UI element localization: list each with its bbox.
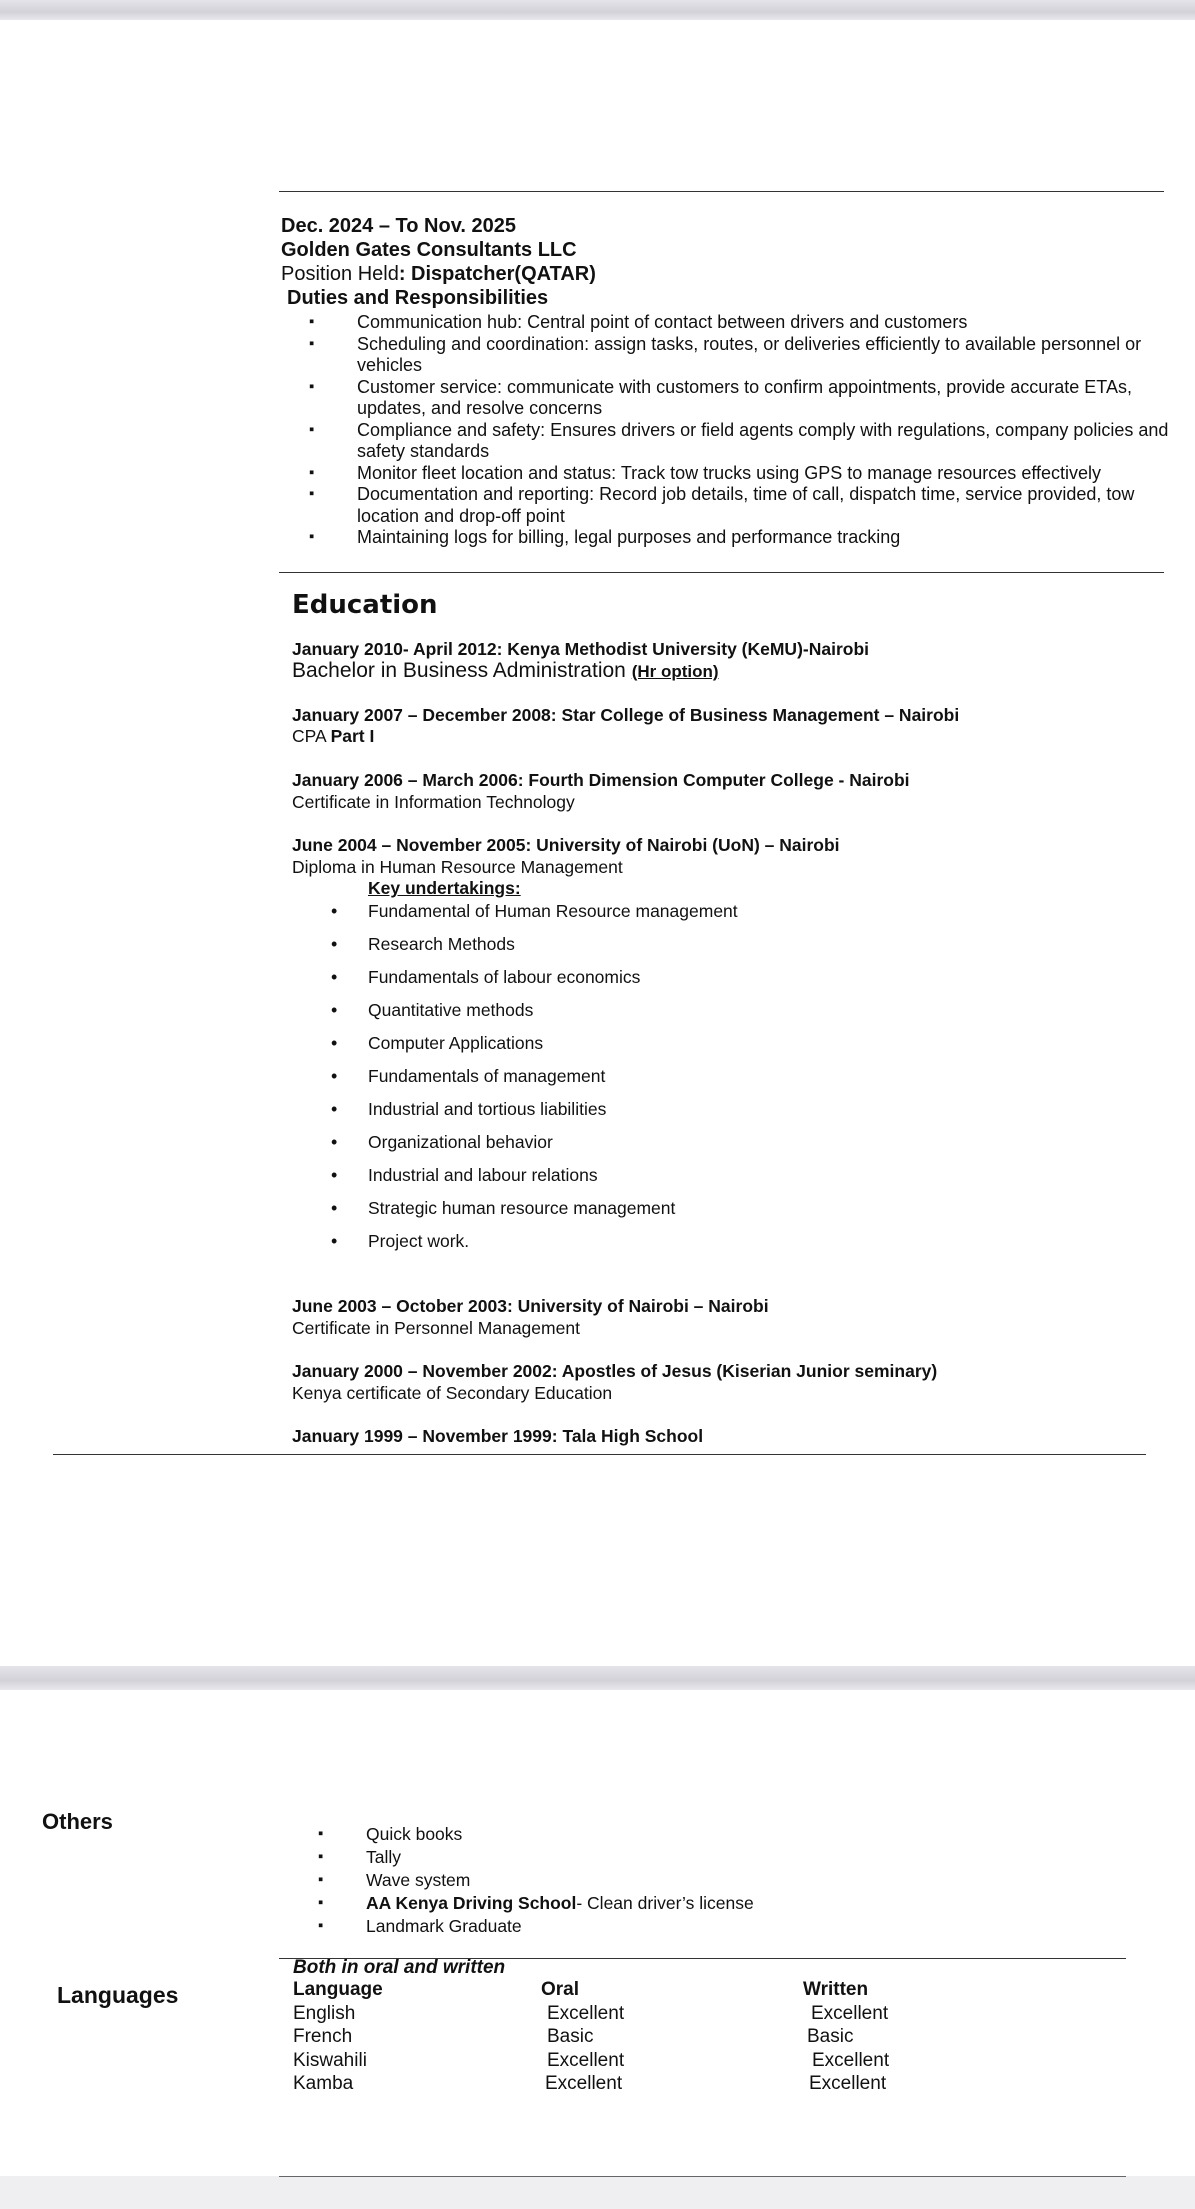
list-item: ▪ Documentation and reporting: Record job details, time of call, dispatch time, service provided, tow location and drop-off point (283, 484, 1183, 527)
divider (53, 1454, 1146, 1455)
written-cell: Excellent (812, 2049, 890, 2071)
duties-heading: Duties and Responsibilities (287, 287, 549, 309)
star-part: Part I (330, 726, 375, 746)
languages-heading: Languages (57, 1982, 179, 2008)
kemu-degree: Bachelor in Business Administration (292, 659, 626, 682)
written-cell: Excellent (809, 2073, 887, 2094)
written-cell: Excellent (811, 2002, 889, 2024)
position-value: : Dispatcher(QATAR) (398, 263, 596, 285)
edu-tala-head: January 1999 – November 1999: Tala High School (292, 1426, 704, 1446)
divider (279, 191, 1164, 192)
position-label: Position Held (281, 263, 399, 285)
edu-fd-sub: Certificate in Information Technology (292, 792, 575, 812)
list-item: ▪ Wave system (292, 1869, 1142, 1892)
oral-column (541, 1978, 624, 2096)
key-undertakings-list (294, 901, 1094, 1264)
language-cell: English (293, 2002, 356, 2024)
list-item: • Computer Applications (294, 1033, 1094, 1066)
list-item: ▪ Communication hub: Central point of contact between drivers and customers (283, 312, 1183, 334)
list-item: ▪ Maintaining logs for billing, legal purposes and performance tracking (283, 527, 1183, 549)
edu-star-sub (292, 726, 374, 747)
divider (279, 572, 1164, 573)
edu-star-head: January 2007 – December 2008: Star College of Business Management – Nairobi (292, 705, 960, 725)
language-cell: Kamba (293, 2073, 354, 2094)
language-cell: Kiswahili (293, 2049, 367, 2071)
edu-uon-head: June 2004 – November 2005: University of Nairobi (UoN) – Nairobi (292, 835, 840, 855)
job-position (281, 263, 596, 286)
list-item: ▪ Customer service: communicate with customers to confirm appointments, provide accurate ETAs, updates, and resolve concerns (283, 377, 1183, 420)
list-item: • Fundamental of Human Resource management (294, 901, 1094, 934)
page-top-gap (0, 0, 1195, 20)
list-item: • Research Methods (294, 934, 1094, 967)
list-item: ▪ Compliance and safety: Ensures drivers or field agents comply with regulations, company policies and safety standards (283, 420, 1183, 463)
list-item: • Industrial and labour relations (294, 1165, 1094, 1198)
oral-cell: Excellent (545, 2073, 623, 2094)
list-item: • Project work. (294, 1231, 1094, 1264)
edu-aoj-sub: Kenya certificate of Secondary Education (292, 1383, 613, 1403)
job-dates: Dec. 2024 – To Nov. 2025 (281, 215, 516, 237)
edu-kemu-head: January 2010- April 2012: Kenya Methodist University (KeMU)-Nairobi (292, 639, 870, 659)
list-item: • Strategic human resource management (294, 1198, 1094, 1231)
duties-list (283, 312, 1183, 549)
edu-kemu-sub (292, 659, 719, 683)
list-item: ▪ Monitor fleet location and status: Track tow trucks using GPS to manage resources effectively (283, 463, 1183, 485)
list-item: ▪ Scheduling and coordination: assign tasks, routes, or deliveries efficiently to available personnel or vehicles (283, 334, 1183, 377)
list-item: • Fundamentals of management (294, 1066, 1094, 1099)
list-item: ▪ Tally (292, 1846, 1142, 1869)
edu-uon-sub: Diploma in Human Resource Management (292, 857, 623, 877)
list-item: • Organizational behavior (294, 1132, 1094, 1165)
page-break-gap (0, 1666, 1195, 1690)
kemu-option: (Hr option) (631, 662, 719, 681)
list-item: • Quantitative methods (294, 1000, 1094, 1033)
edu-uon2-head: June 2003 – October 2003: University of Nairobi – Nairobi (292, 1296, 769, 1316)
language-cell: French (293, 2026, 353, 2047)
languages-note: Both in oral and written (293, 1957, 506, 1978)
others-heading: Others (42, 1809, 113, 1834)
written-column (803, 1978, 889, 2096)
star-cpa: CPA (292, 726, 326, 746)
education-heading: Education (292, 590, 438, 620)
col-written-header: Written (803, 1979, 869, 2000)
list-item: • Fundamentals of labour economics (294, 967, 1094, 1000)
divider (279, 2176, 1126, 2177)
oral-cell: Basic (547, 2026, 594, 2047)
job-company: Golden Gates Consultants LLC (281, 239, 577, 261)
edu-aoj-head: January 2000 – November 2002: Apostles of Jesus (Kiserian Junior seminary) (292, 1361, 938, 1381)
aa-school: AA Kenya Driving School (366, 1893, 577, 1913)
aa-rest: - Clean driver’s license (576, 1893, 754, 1913)
others-list (292, 1823, 1142, 1938)
list-item: ▪ Landmark Graduate (292, 1915, 1142, 1938)
oral-cell: Excellent (547, 2002, 625, 2024)
list-item (292, 1892, 1142, 1915)
page-bottom-gap (0, 2176, 1195, 2209)
edu-fd-head: January 2006 – March 2006: Fourth Dimension Computer College - Nairobi (292, 770, 910, 790)
list-item: • Industrial and tortious liabilities (294, 1099, 1094, 1132)
edu-uon2-sub: Certificate in Personnel Management (292, 1318, 580, 1338)
written-cell: Basic (807, 2026, 854, 2047)
key-undertakings-label: Key undertakings: (368, 878, 521, 898)
language-column (293, 1978, 383, 2096)
oral-cell: Excellent (547, 2049, 625, 2071)
list-item: ▪ Quick books (292, 1823, 1142, 1846)
col-oral-header: Oral (541, 1979, 580, 2000)
col-language-header: Language (293, 1979, 383, 2000)
